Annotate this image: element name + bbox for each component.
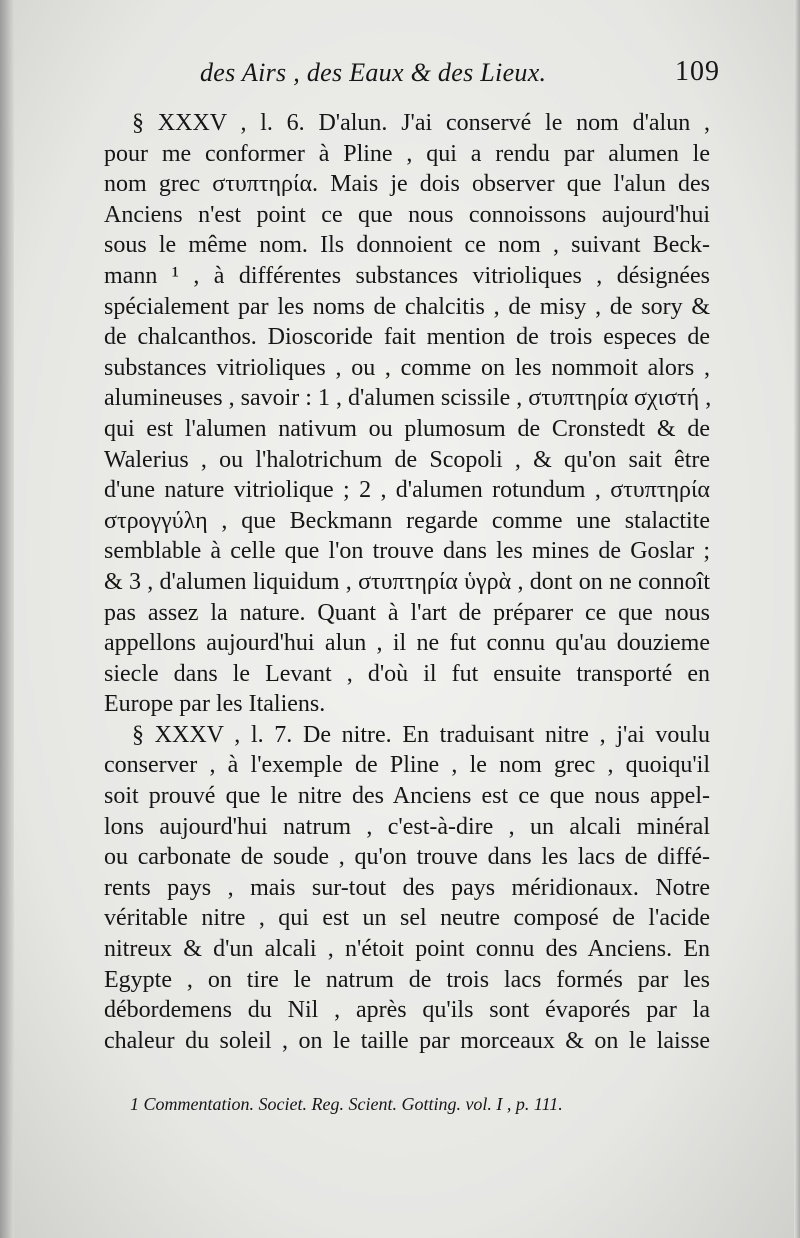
text-line: στρογγύλη , que Beckmann regarde comme une stalactite [104, 507, 710, 534]
text-line: Europe par les Italiens. [104, 691, 326, 718]
text-line: appellons aujourd'hui alun , il ne fut connu qu'au douzieme [104, 630, 710, 657]
text-line: rents pays , mais sur-tout des pays méridionaux. Notre [104, 874, 710, 901]
text-line: de chalcanthos. Dioscoride fait mention de trois especes de [104, 324, 710, 351]
page-edge-shadow [794, 0, 800, 1238]
text-line: d'une nature vitriolique ; 2 , d'alumen rotundum , στυπτηρία [104, 477, 710, 504]
text-line: Anciens n'est point ce que nous connoissons aujourd'hui [104, 201, 710, 228]
page-header [200, 52, 720, 96]
text-line: qui est l'alumen nativum ou plumosum de Cronstedt & de [104, 415, 710, 442]
text-line: débordemens du Nil , après qu'ils sont évaporés par la [104, 997, 710, 1024]
text-line: sous le même nom. Ils donnoient ce nom , suivant Beck- [104, 232, 710, 259]
text-line: conserver , à l'exemple de Pline , le nom grec , quoiqu'il [104, 752, 710, 779]
page-number: 109 [675, 56, 720, 87]
text-line: Egypte , on tire le natrum de trois lacs formés par les [104, 966, 710, 993]
text-line: nom grec στυπτηρία. Mais je dois observer que l'alun des [104, 171, 710, 198]
text-line: substances vitrioliques , ou , comme on les nommoit alors , [104, 354, 710, 381]
text-line: § XXXV , l. 7. De nitre. En traduisant nitre , j'ai voulu [132, 721, 710, 748]
text-line: § XXXV , l. 6. D'alun. J'ai conservé le nom d'alun , [132, 110, 710, 136]
text-line: mann ¹ , à différentes substances vitrioliques , désignées [104, 262, 710, 289]
text-line: pas assez la nature. Quant à l'art de préparer ce que nous [104, 599, 710, 626]
text-line: lons aujourd'hui natrum , c'est-à-dire , un alcali minéral [104, 813, 710, 840]
page-gutter-shadow [0, 0, 14, 1238]
text-line: chaleur du soleil , on le taille par morceaux & on le laisse [104, 1027, 710, 1054]
footnote: 1 Commentation. Societ. Reg. Scient. Gotting. vol. I , p. 111. [130, 1094, 563, 1114]
body-text [104, 108, 710, 1056]
text-line: siecle dans le Levant , d'où il fut ensuite transporté en [104, 660, 710, 687]
text-line: semblable à celle que l'on trouve dans les mines de Goslar ; [104, 538, 710, 565]
text-line: alumineuses , savoir : 1 , d'alumen scissile , στυπτηρία σχιστή , [104, 385, 712, 412]
text-line: Walerius , ou l'halotrichum de Scopoli , & qu'on sait être [104, 446, 710, 473]
text-line: soit prouvé que le nitre des Anciens est ce que nous appel- [104, 783, 710, 810]
text-line: & 3 , d'alumen liquidum , στυπτηρία ὑγρὰ , dont on ne connoît [104, 568, 710, 595]
running-title: des Airs , des Eaux & des Lieux. [200, 58, 547, 87]
text-line: pour me conformer à Pline , qui a rendu par alumen le [104, 140, 710, 167]
text-line: véritable nitre , qui est un sel neutre composé de l'acide [104, 905, 710, 932]
text-line: spécialement par les noms de chalcitis , de misy , de sory & [104, 293, 710, 320]
text-line: ou carbonate de soude , qu'on trouve dans les lacs de diffé- [104, 844, 710, 871]
text-line: nitreux & d'un alcali , n'étoit point connu des Anciens. En [104, 936, 710, 963]
